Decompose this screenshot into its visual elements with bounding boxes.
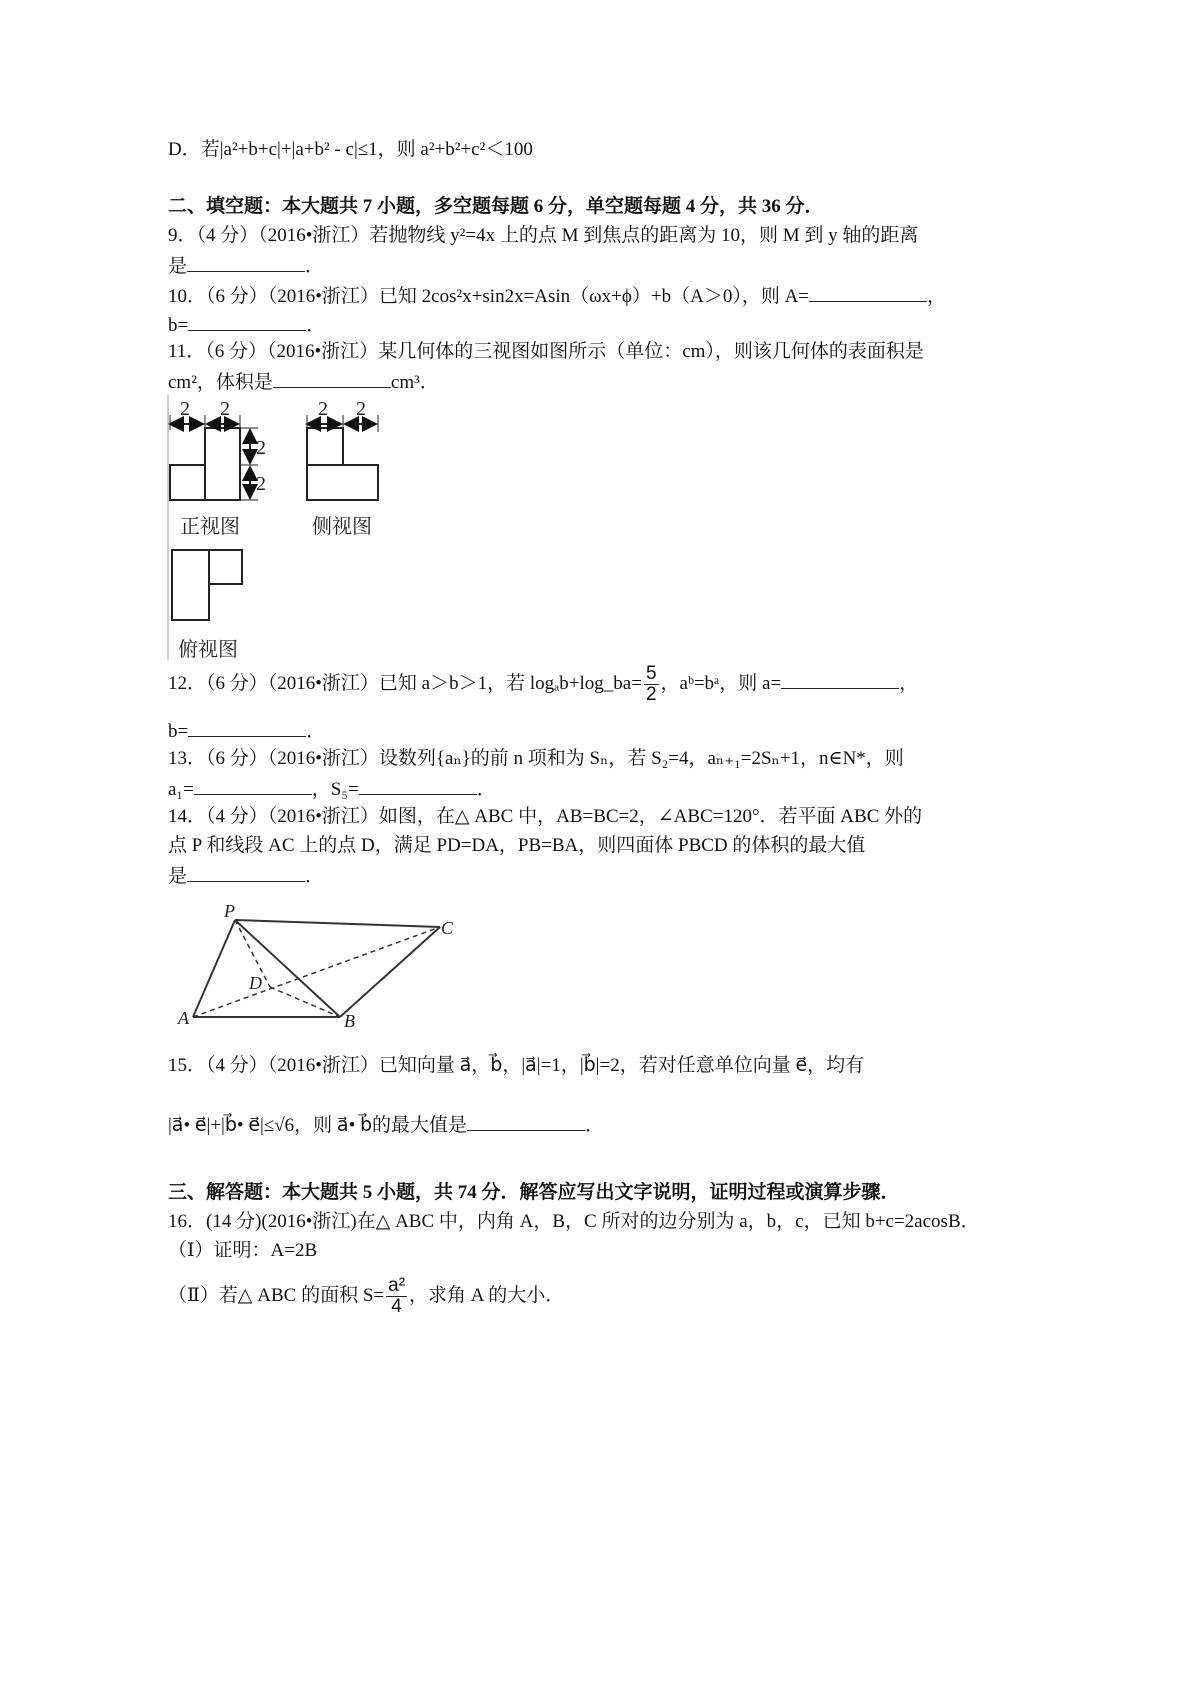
q13-line1: 13．（6 分）（2016•浙江）设数列{aₙ}的前 n 项和为 Sₙ，若 S₂=4，aₙ₊₁=2Sₙ+1，n∈N*，则 [168,748,904,769]
q13-end: ． [476,779,496,800]
q10-end: ． [306,315,326,336]
q14-answer-blank[interactable] [187,863,305,882]
q12-a-blank[interactable] [781,670,899,689]
side-view-upper-box [307,428,343,465]
dim-label: 2 [356,398,366,420]
section3-heading: 三、解答题：本大题共 5 小题，共 74 分．解答应写出文字说明，证明过程或演算步骤． [168,1182,900,1203]
q13-a1-blank[interactable] [194,776,312,795]
front-view-label: 正视图 [180,514,240,538]
q14-line1: 14．（4 分）（2016•浙江）如图，在△ ABC 中，AB=BC=2，∠ABC=120°．若平面 ABC 外的 [168,806,923,827]
q14-text: 是 [168,866,188,887]
q15-line1: 15．（4 分）（2016•浙江）已知向量 a⃗，b⃗，|a⃗|=1，|b⃗|=2，若对任意单位向量 e⃗，均有 [168,1055,865,1076]
fraction-denominator: 2 [645,684,657,706]
q15-end: ． [585,1115,605,1136]
q16-part2 [168,1276,564,1317]
top-view-tall-box [172,550,209,620]
q16-text: （Ⅱ）若△ ABC 的面积 S= [168,1285,385,1306]
q15-answer-blank[interactable] [467,1112,585,1131]
side-view-lower-box [307,465,378,500]
q12-end: ． [306,721,326,742]
side-view-label: 侧视图 [312,514,372,538]
top-view-small-box [209,550,242,584]
front-view-tall-box [205,428,240,500]
dim-label: 2 [256,473,266,495]
q16-part1: （Ⅰ）证明：A=2B [168,1240,318,1261]
dim-label: 2 [256,437,266,459]
fraction-denominator: 4 [391,1296,402,1318]
q12-line2 [168,718,325,744]
q9-line1: 9．（4 分）（2016•浙江）若抛物线 y²=4x 上的点 M 到焦点的距离为 10，则 M 到 y 轴的距离 [168,225,919,246]
point-b-label: B [344,1011,355,1031]
q15-line2 [168,1112,604,1138]
q10-sep: ， [927,286,947,307]
section2-heading: 二、填空题：本大题共 7 小题，多空题每题 6 分，单空题每题 4 分，共 36 分． [168,196,824,217]
front-view-small-box [170,465,205,500]
q9-end: ． [305,256,325,277]
q13-line2 [168,776,496,802]
q14-line3 [168,863,324,889]
q14-end: ． [305,866,325,887]
dim-label: 2 [318,398,328,420]
q11-end: cm³． [390,372,439,393]
q11-text: cm²，体积是 [168,372,273,393]
q12-b-label: b= [168,721,189,742]
dim-label: 2 [180,398,190,420]
q13-s5-blank[interactable] [359,776,477,795]
q9-text: 是 [168,256,188,277]
fraction-numerator: 5 [645,663,657,685]
point-a-label: A [178,1008,189,1028]
q10-text: 10．（6 分）（2016•浙江）已知 2cos²x+sin2x=Asin（ωx+ϕ）+b（A＞0），则 A= [168,286,810,307]
q14-line2: 点 P 和线段 AC 上的点 D，满足 PD=DA，PB=BA，则四面体 PBCD 的体积的最大值 [168,835,866,856]
q12-text-mid: ，aᵇ=bᵃ，则 a= [660,673,782,694]
q12-text: 12．（6 分）（2016•浙江）已知 a＞b＞1，若 logₐb+log_ba= [168,673,642,694]
option-d: D．若|a²+b+c|+|a+b² - c|≤1，则 a²+b²+c²＜100 [168,139,533,160]
dim-label: 2 [220,398,230,420]
top-view-label: 俯视图 [178,637,238,661]
q15-text: |a⃗• e⃗|+|b⃗• e⃗|≤√6，则 a⃗• b⃗的最大值是 [168,1115,468,1136]
q12-sep: ， [899,673,919,694]
q13-s5-label: ，S₅= [311,779,359,800]
q12-fraction [644,664,659,705]
q12-line1 [168,664,918,705]
q16-line1: 16．(14 分)(2016•浙江)在△ ABC 中，内角 A，B，C 所对的边分别为 a，b，c，已知 b+c=2acosB． [168,1211,980,1232]
q16-text-end: ，求角 A 的大小． [409,1285,565,1306]
q10-b-label: b= [168,315,189,336]
point-c-label: C [441,918,454,938]
tetrahedron-figure [193,920,440,1017]
q11-line1: 11．（6 分）（2016•浙江）某几何体的三视图如图所示（单位：cm），则该几何体的表面积是 [168,341,924,362]
q16-fraction [386,1276,407,1317]
q13-a1-label: a₁= [168,779,194,800]
fraction-numerator: a² [388,1275,406,1297]
q12-b-blank[interactable] [188,718,306,737]
point-p-label: P [224,901,235,921]
point-d-label: D [249,973,262,993]
